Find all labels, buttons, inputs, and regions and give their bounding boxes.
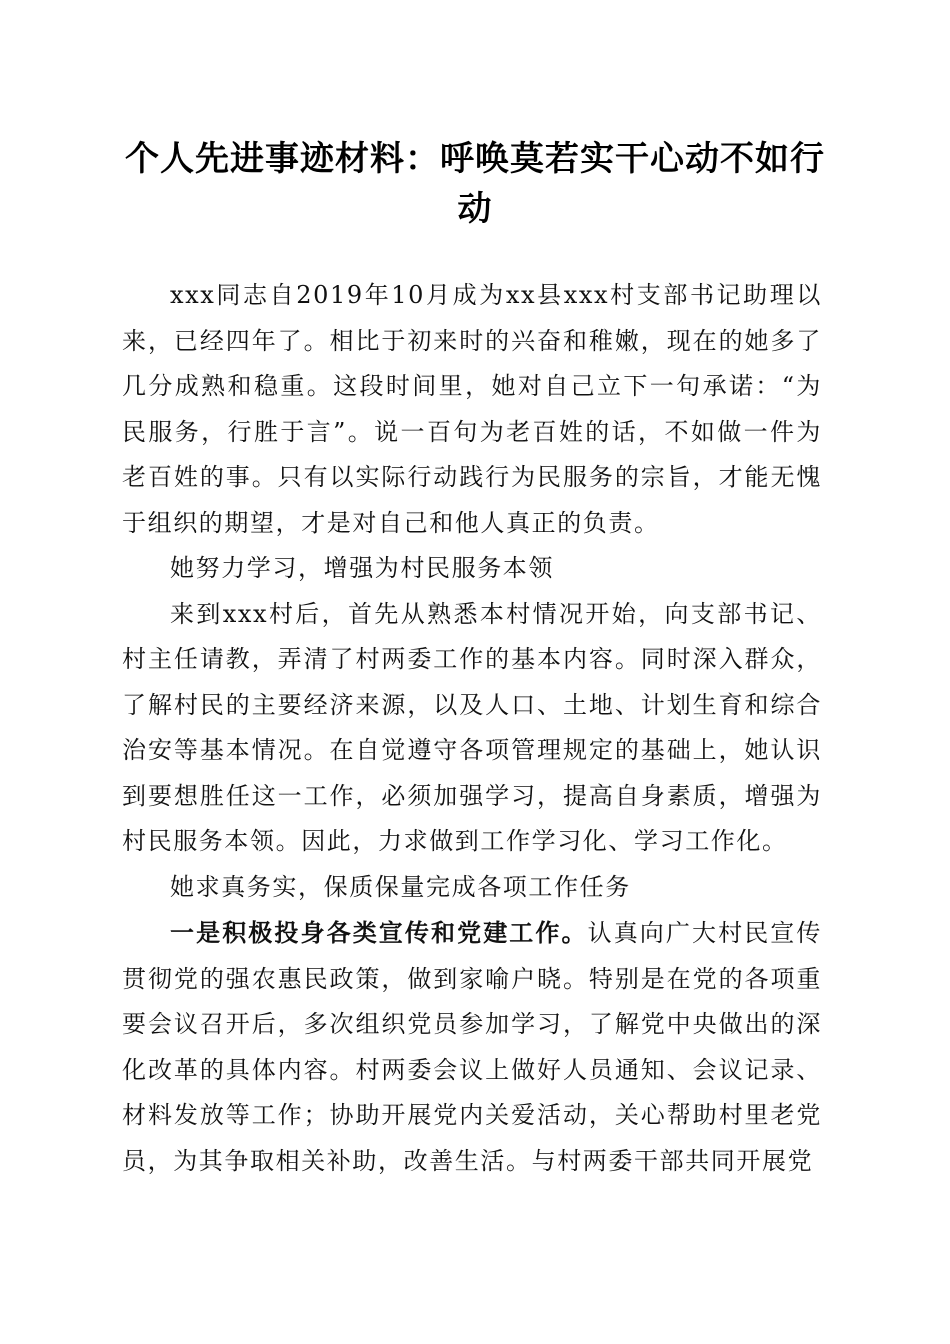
paragraph-intro: xxx同志自2019年10月成为xx县xxx村支部书记助理以来，已经四年了。相比于初来时的兴奋和稚嫩，现在的她多了几分成熟和稳重。这段时间里，她对自己立下一句承诺：“为民服务，行胜于言”。说一百句为老百姓的话，不如做一件为老百姓的事。只有以实际行动践行为民服务的宗旨，才能无愧于组织的期望，才是对自己和他人真正的负责。 [122, 281, 822, 537]
paragraph-lead-phrase: 一是积极投身各类宣传和党建工作。 [170, 918, 588, 947]
document-body [122, 273, 822, 1184]
paragraph-tasks [122, 910, 822, 1184]
paragraph-study: 来到xxx村后，首先从熟悉本村情况开始，向支部书记、村主任请教，弄清了村两委工作的基本内容。同时深入群众，了解村民的主要经济来源，以及人口、土地、计划生育和综合治安等基本情况。在自觉遵守各项管理规定的基础上，她认识到要想胜任这一工作，必须加强学习，提高自身素质，增强为村民服务本领。因此，力求做到工作学习化、学习工作化。 [122, 599, 822, 855]
section-heading-tasks: 她求真务实，保质保量完成各项工作任务 [170, 872, 631, 901]
section-heading-study: 她努力学习，增强为村民服务本领 [170, 554, 554, 582]
document-title: 个人先进事迹材料：呼唤莫若实干心动不如行动 [125, 139, 825, 229]
paragraph-tasks-text: 认真向广大村民宣传贯彻党的强农惠民政策，做到家喻户晓。特别是在党的各项重要会议召开后，多次组织党员参加学习，了解党中央做出的深化改革的具体内容。村两委会议上做好人员通知、会议记录、材料发放等工作；协助开展党内关爱活动，关心帮助村里老党员，为其争取相关补助，改善生活。与村两委干部共同开展党 [122, 919, 822, 1175]
